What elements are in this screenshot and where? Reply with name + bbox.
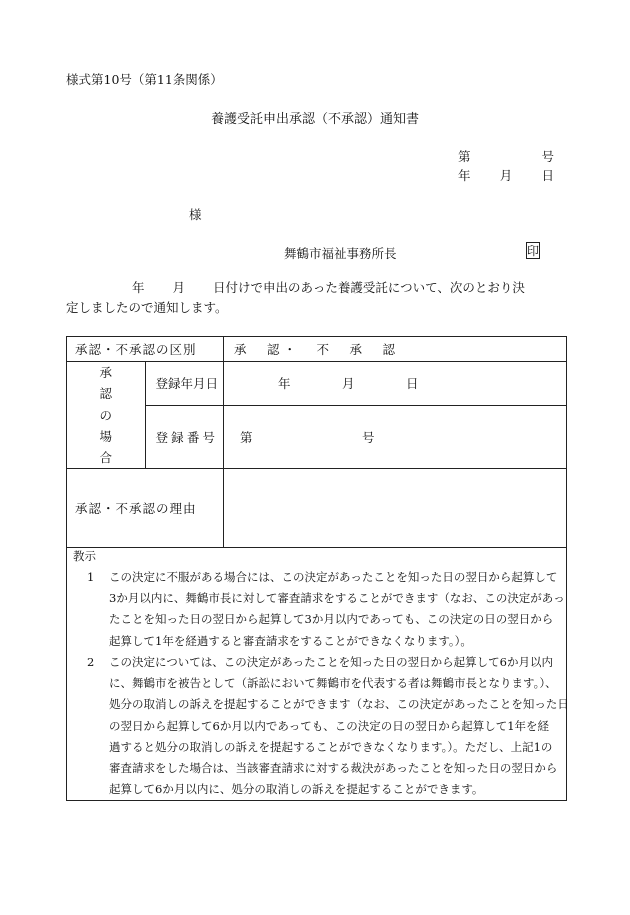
notice-line: たことを知った日の翌日から起算して3か月以内であっても、この決定の日の翌日から	[109, 612, 554, 627]
issue-year: 年	[458, 168, 471, 183]
ref-prefix: 第	[458, 149, 471, 164]
side-char: 承	[99, 365, 112, 380]
item-number: 2	[87, 655, 95, 669]
classification-label: 承認・不承認の区別	[67, 337, 224, 362]
issue-date	[458, 170, 554, 183]
label-char: 番	[186, 429, 200, 445]
ref-suffix: 号	[541, 149, 554, 164]
notice-line: 起算して1年を経過すると審査請求をすることができなくなります。）。	[109, 633, 472, 648]
notice-line: この決定に不服がある場合には、この決定があったことを知った日の翌日から起算して	[109, 570, 558, 584]
issue-month: 月	[499, 168, 513, 183]
body-text-line-1	[66, 282, 525, 295]
side-char: 合	[99, 450, 112, 465]
body-text-line-2: 定しましたので通知します。	[66, 300, 228, 315]
reg-year: 年	[278, 376, 291, 392]
seal-mark: 印	[527, 243, 540, 258]
reg-day: 日	[406, 376, 419, 392]
notice-item-2	[87, 652, 569, 800]
body-year: 年	[132, 280, 145, 295]
notice-line: 審査請求をした場合は、当該審査請求に対する裁決があったことを知った日の翌日から	[109, 761, 558, 776]
label-char: 録	[171, 429, 184, 445]
label-char: 登	[155, 376, 169, 392]
notice-title: 教示	[73, 549, 96, 563]
issue-day: 日	[541, 168, 554, 183]
label-char: 日	[205, 376, 219, 392]
reason-value[interactable]	[224, 469, 567, 548]
notice-line: に、舞鶴市を被告として（訴訟において舞鶴市を代表する者は舞鶴市長となります。）、	[109, 676, 557, 691]
form-number: 様式第10号（第11条関係）	[66, 72, 223, 87]
reference-number	[458, 151, 554, 164]
registration-number-value[interactable]	[224, 405, 567, 469]
classification-row	[67, 337, 567, 362]
reg-no-suffix: 号	[362, 429, 375, 445]
notice-item-1	[87, 567, 565, 652]
label-char: 月	[193, 376, 206, 392]
body-rest: 日付けで申出のあった養護受託について、次のとおり決	[213, 280, 525, 295]
reg-month: 月	[342, 376, 355, 392]
decision-table	[66, 336, 567, 548]
notice-line: この決定については、この決定があったことを知った日の翌日から起算して6か月以内	[109, 655, 553, 669]
notice-line: 処分の取消しの訴えを提起することができます（なお、この決定があったことを知った日	[109, 697, 569, 712]
label-char: 号	[202, 429, 215, 445]
side-char: 場	[99, 428, 112, 444]
registration-date-row	[67, 362, 567, 406]
body-month: 月	[172, 280, 186, 295]
notice-line: 過すると処分の取消しの訴えを提起することができなくなります。）。ただし、上記1の	[109, 739, 553, 754]
notice-line: 3か月以内に、舞鶴市長に対して審査請求をすることができます（なお、この決定があっ	[109, 591, 565, 606]
side-char: 認	[99, 386, 112, 402]
item-number: 1	[87, 570, 95, 584]
notice-box	[66, 546, 567, 801]
reason-row	[67, 469, 567, 548]
approval-case-label	[67, 362, 146, 469]
registration-date-value[interactable]	[224, 362, 567, 406]
label-char: 登	[155, 429, 169, 445]
registration-number-label	[145, 405, 224, 469]
side-char: の	[99, 407, 112, 423]
classification-value[interactable]: 承 認・ 不 承 認	[224, 337, 567, 362]
registration-date-label	[145, 362, 224, 406]
label-char: 録	[168, 376, 181, 392]
reg-no-prefix: 第	[240, 429, 253, 445]
recipient-suffix: 様	[189, 207, 202, 222]
label-char: 年	[180, 376, 194, 392]
issuer-name: 舞鶴市福祉事務所長	[284, 246, 397, 261]
notice-line: の翌日から起算して6か月以内であっても、この決定の日の翌日から起算して1年を経	[109, 718, 550, 733]
notice-line: 起算して6か月以内に、処分の取消しの訴えを提起することができます。	[109, 782, 484, 797]
document-title: 養護受託申出承認（不承認）通知書	[210, 112, 419, 127]
reason-label: 承認・不承認の理由	[67, 469, 224, 548]
